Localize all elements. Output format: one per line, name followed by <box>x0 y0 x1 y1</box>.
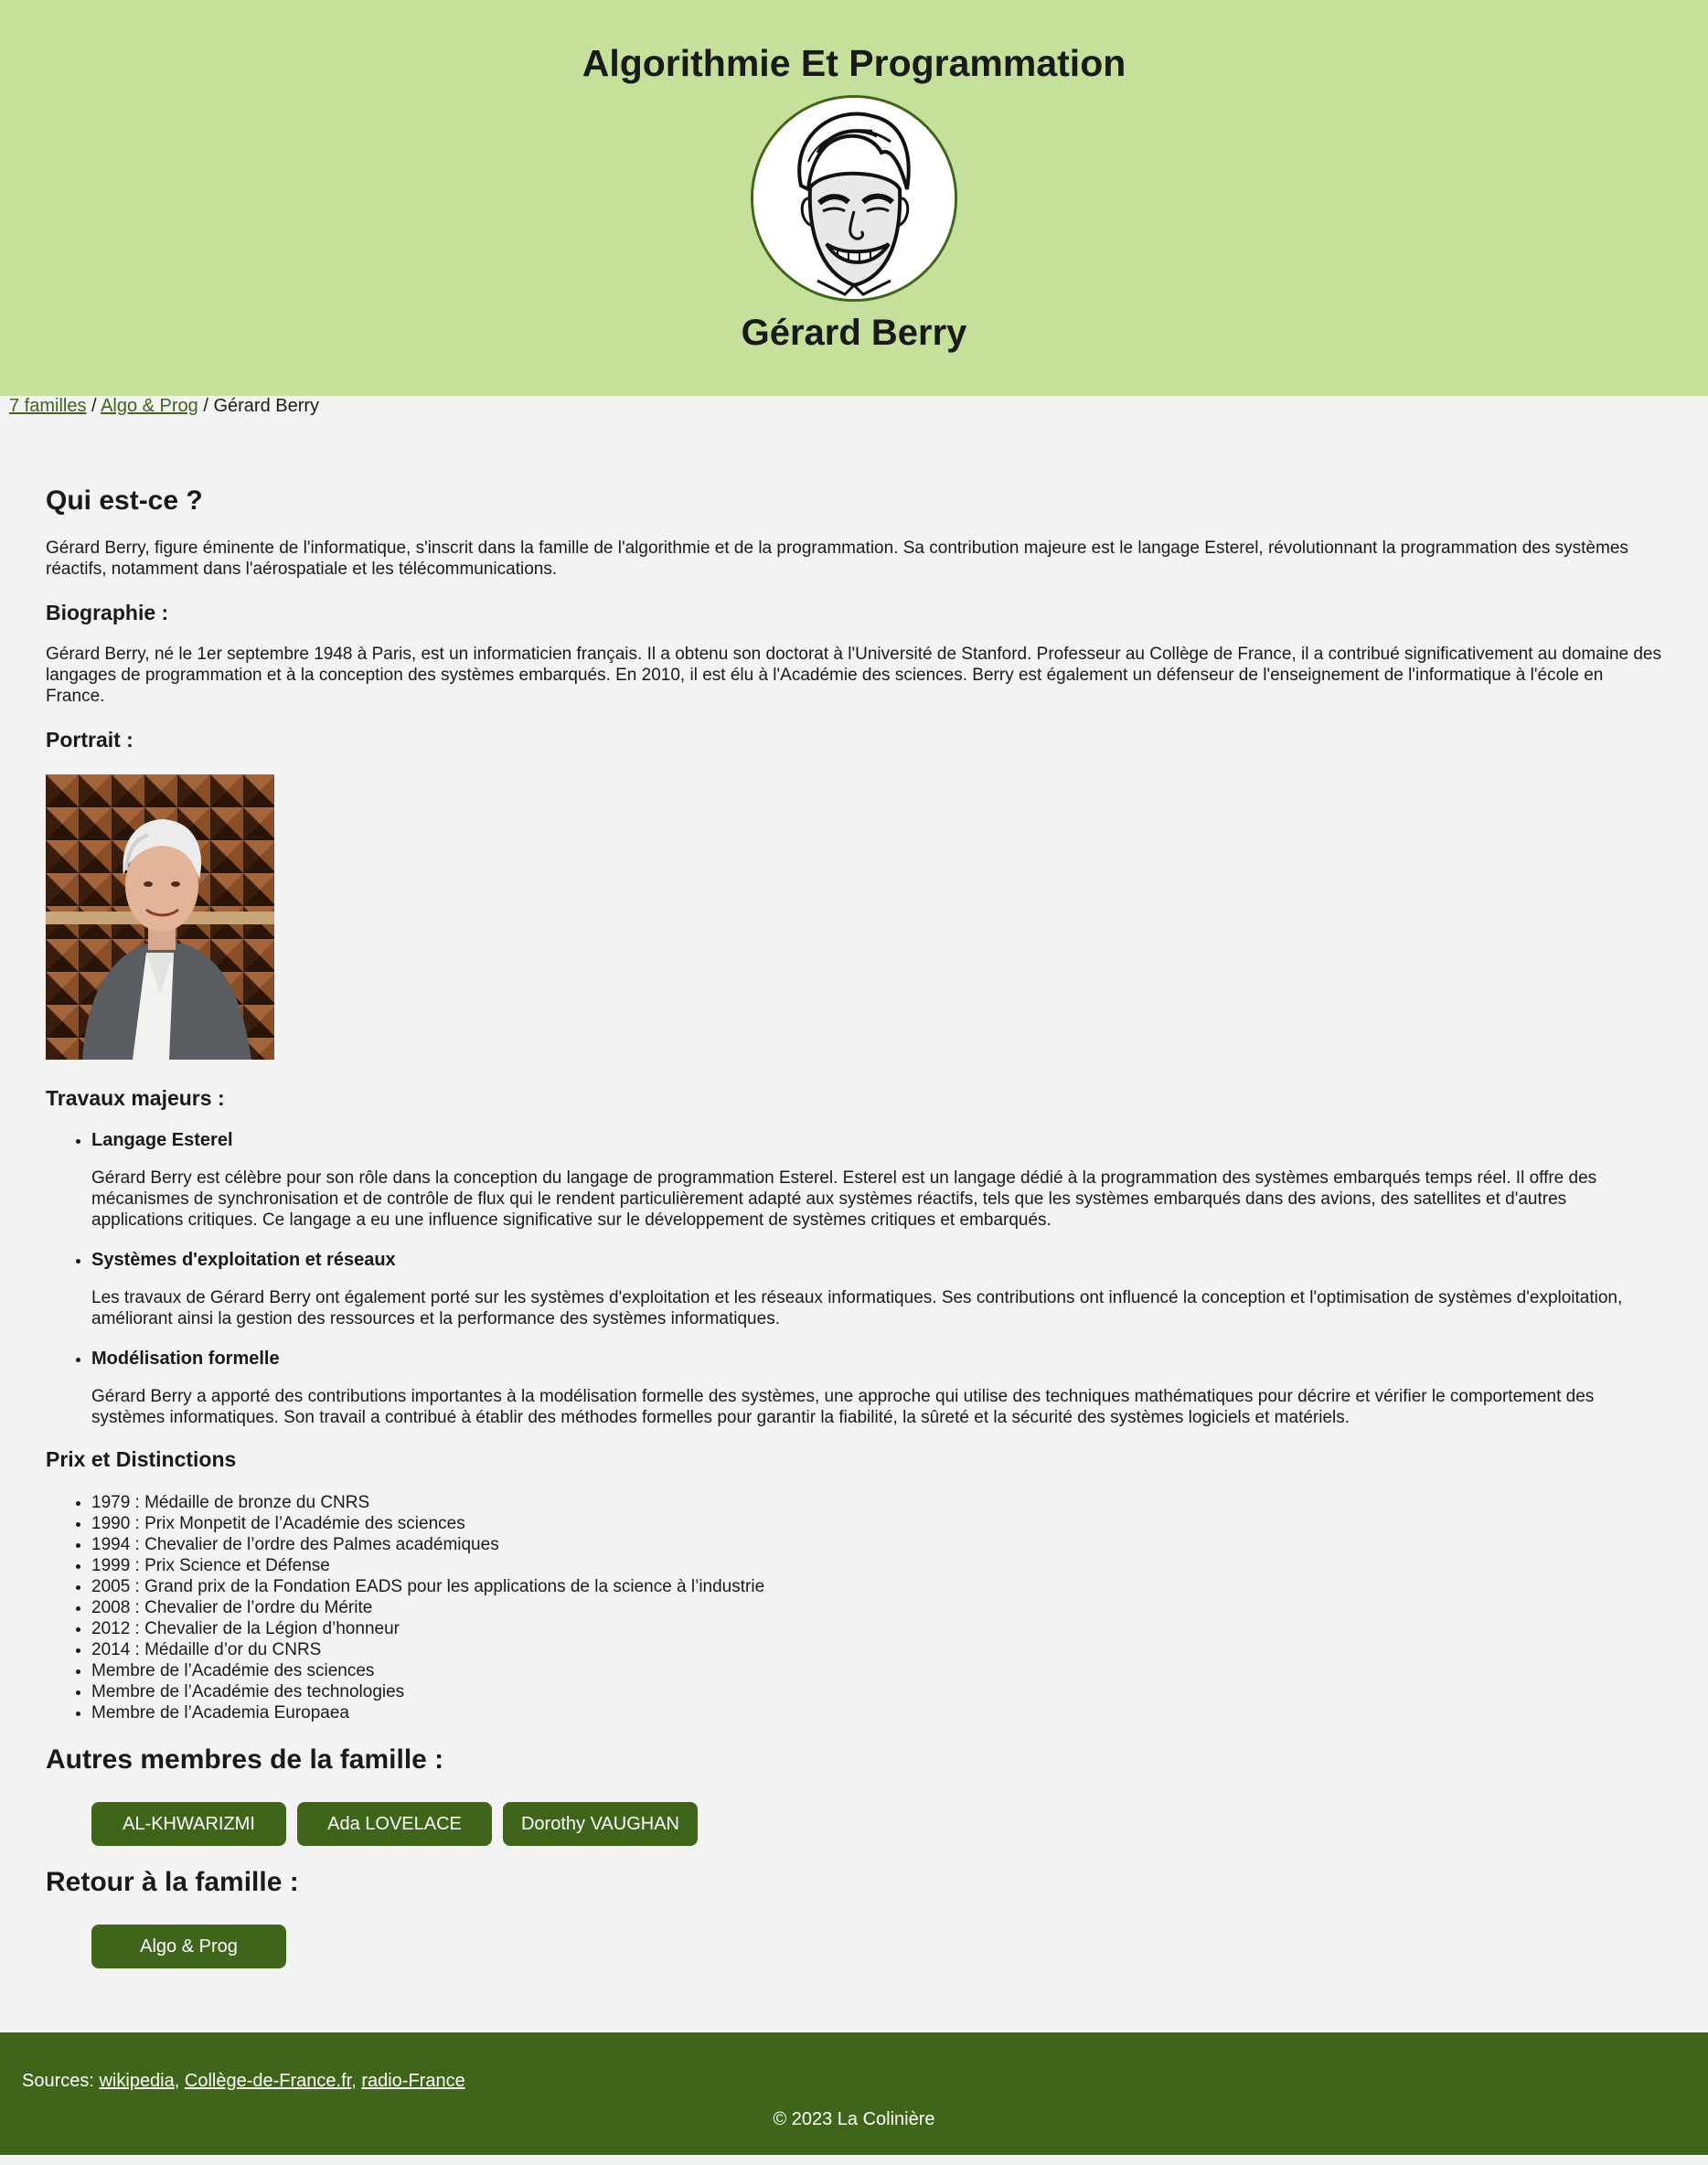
section-title-portrait: Portrait : <box>46 728 133 752</box>
breadcrumb-link-home[interactable]: 7 familles <box>9 396 87 416</box>
source-link-college-de-france[interactable]: Collège-de-France.fr <box>184 2071 352 2091</box>
page-header <box>0 0 1708 396</box>
list-item: • Membre de l’Académie des technologies <box>91 1681 1662 1702</box>
separator: , <box>174 2071 185 2091</box>
list-item <box>91 1249 1662 1329</box>
work-description: Gérard Berry est célèbre pour son rôle dans la conception du langage de programmation Esterel. Esterel est un langage dédié à la programmation des systèmes embarqués temps réel. Il offre des mécanismes de synchronisation et de contrôle de flux qui le rendent particulièrement adapté aux systèmes réactifs, tels que les systèmes embarqués dans des avions, des satellites et d'autres applications critiques. Ce langage a eu une influence significative sur le développement de systèmes critiques et embarqués. <box>91 1168 1597 1230</box>
section-title-back: Retour à la famille : <box>46 1867 299 1897</box>
source-link-wikipedia[interactable]: wikipedia <box>99 2071 175 2091</box>
person-name: Gérard Berry <box>741 313 967 353</box>
list-item: • 1979 : Médaille de bronze du CNRS <box>91 1492 1662 1513</box>
breadcrumb-current: Gérard Berry <box>213 396 320 416</box>
list-item: • Membre de l’Academia Europaea <box>91 1702 1662 1723</box>
copyright: © 2023 La Colinière <box>773 2109 935 2129</box>
section-title-prix: Prix et Distinctions <box>46 1447 237 1471</box>
intro-paragraph: Gérard Berry, figure éminente de l'informatique, s'inscrit dans la famille de l'algorithmie et de la programmation. Sa contribution majeure est le langage Esterel, révolutionnant la programmation des systèmes réactifs, notamment dans l'aérospatiale et les télécommunications. <box>46 539 1628 579</box>
family-members-buttons <box>91 1802 1662 1846</box>
member-button-ada-lovelace[interactable]: Ada LOVELACE <box>297 1802 492 1846</box>
separator: , <box>351 2071 362 2091</box>
portrait-photo <box>46 774 274 1060</box>
work-title: • Systèmes d'exploitation et réseaux <box>91 1250 396 1270</box>
section-title-others: Autres membres de la famille : <box>46 1744 444 1775</box>
breadcrumb-separator: / <box>86 396 101 416</box>
page-footer <box>0 2032 1708 2155</box>
work-description: Gérard Berry a apporté des contributions importantes à la modélisation formelle des systèmes, une approche qui utilise des techniques mathématiques pour décrire et vérifier le comportement des systèmes informatiques. Son travail a contribué à établir des méthodes formelles pour garantir la fiabilité, la sûreté et la sécurité des systèmes logiciels et matériels. <box>91 1387 1595 1427</box>
section-title-works: Travaux majeurs : <box>46 1086 225 1110</box>
list-item: • 2014 : Médaille d’or du CNRS <box>91 1639 1662 1660</box>
main-content <box>0 485 1708 1968</box>
work-description: Les travaux de Gérard Berry ont également porté sur les systèmes d'exploitation et les réseaux informatiques. Ses contributions ont influencé la conception et l'optimisation de systèmes d'exploitation, améliorant ainsi la gestion des ressources et la performance des systèmes informatiques. <box>91 1288 1623 1328</box>
caricature-icon <box>753 98 955 299</box>
list-item: • 2012 : Chevalier de la Légion d’honneur <box>91 1618 1662 1639</box>
work-title: • Langage Esterel <box>91 1130 233 1150</box>
source-link-radio-france[interactable]: radio-France <box>361 2071 465 2091</box>
member-button-al-khwarizmi[interactable]: AL-KHWARIZMI <box>91 1802 286 1846</box>
sources-label: Sources: <box>22 2071 100 2091</box>
list-item: • 1990 : Prix Monpetit de l’Académie des sciences <box>91 1513 1662 1534</box>
back-buttons <box>91 1925 1662 1968</box>
work-title: • Modélisation formelle <box>91 1349 280 1369</box>
site-title: Algorithmie Et Programmation <box>582 42 1126 84</box>
breadcrumb <box>0 396 1708 416</box>
section-title-who: Qui est-ce ? <box>46 485 203 516</box>
breadcrumb-separator: / <box>197 396 214 416</box>
list-item <box>91 1129 1662 1231</box>
awards-list <box>46 1492 1662 1723</box>
breadcrumb-link-family[interactable]: Algo & Prog <box>101 396 198 416</box>
avatar <box>751 95 957 302</box>
bio-paragraph: Gérard Berry, né le 1er septembre 1948 à Paris, est un informaticien français. Il a obtenu son doctorat à l'Université de Stanford. Professeur au Collège de France, il a contribué significativement au domaine des langages de programmation et à la conception des systèmes embarqués. En 2010, il est élu à l'Académie des sciences. Berry est également un défenseur de l'enseignement de l'informatique à l'école en France. <box>46 645 1661 706</box>
list-item: • 2005 : Grand prix de la Fondation EADS pour les applications de la science à l’industrie <box>91 1576 1662 1597</box>
back-to-family-button[interactable]: Algo & Prog <box>91 1925 286 1968</box>
list-item: • 2008 : Chevalier de l’ordre du Mérite <box>91 1597 1662 1618</box>
list-item: • Membre de l’Académie des sciences <box>91 1660 1662 1681</box>
list-item: • 1994 : Chevalier de l’ordre des Palmes académiques <box>91 1534 1662 1555</box>
list-item: • 1999 : Prix Science et Défense <box>91 1555 1662 1576</box>
section-title-bio: Biographie : <box>46 601 169 624</box>
sources-line <box>22 2071 465 2092</box>
member-button-dorothy-vaughan[interactable]: Dorothy VAUGHAN <box>503 1802 698 1846</box>
works-list <box>46 1129 1662 1428</box>
list-item <box>91 1348 1662 1428</box>
